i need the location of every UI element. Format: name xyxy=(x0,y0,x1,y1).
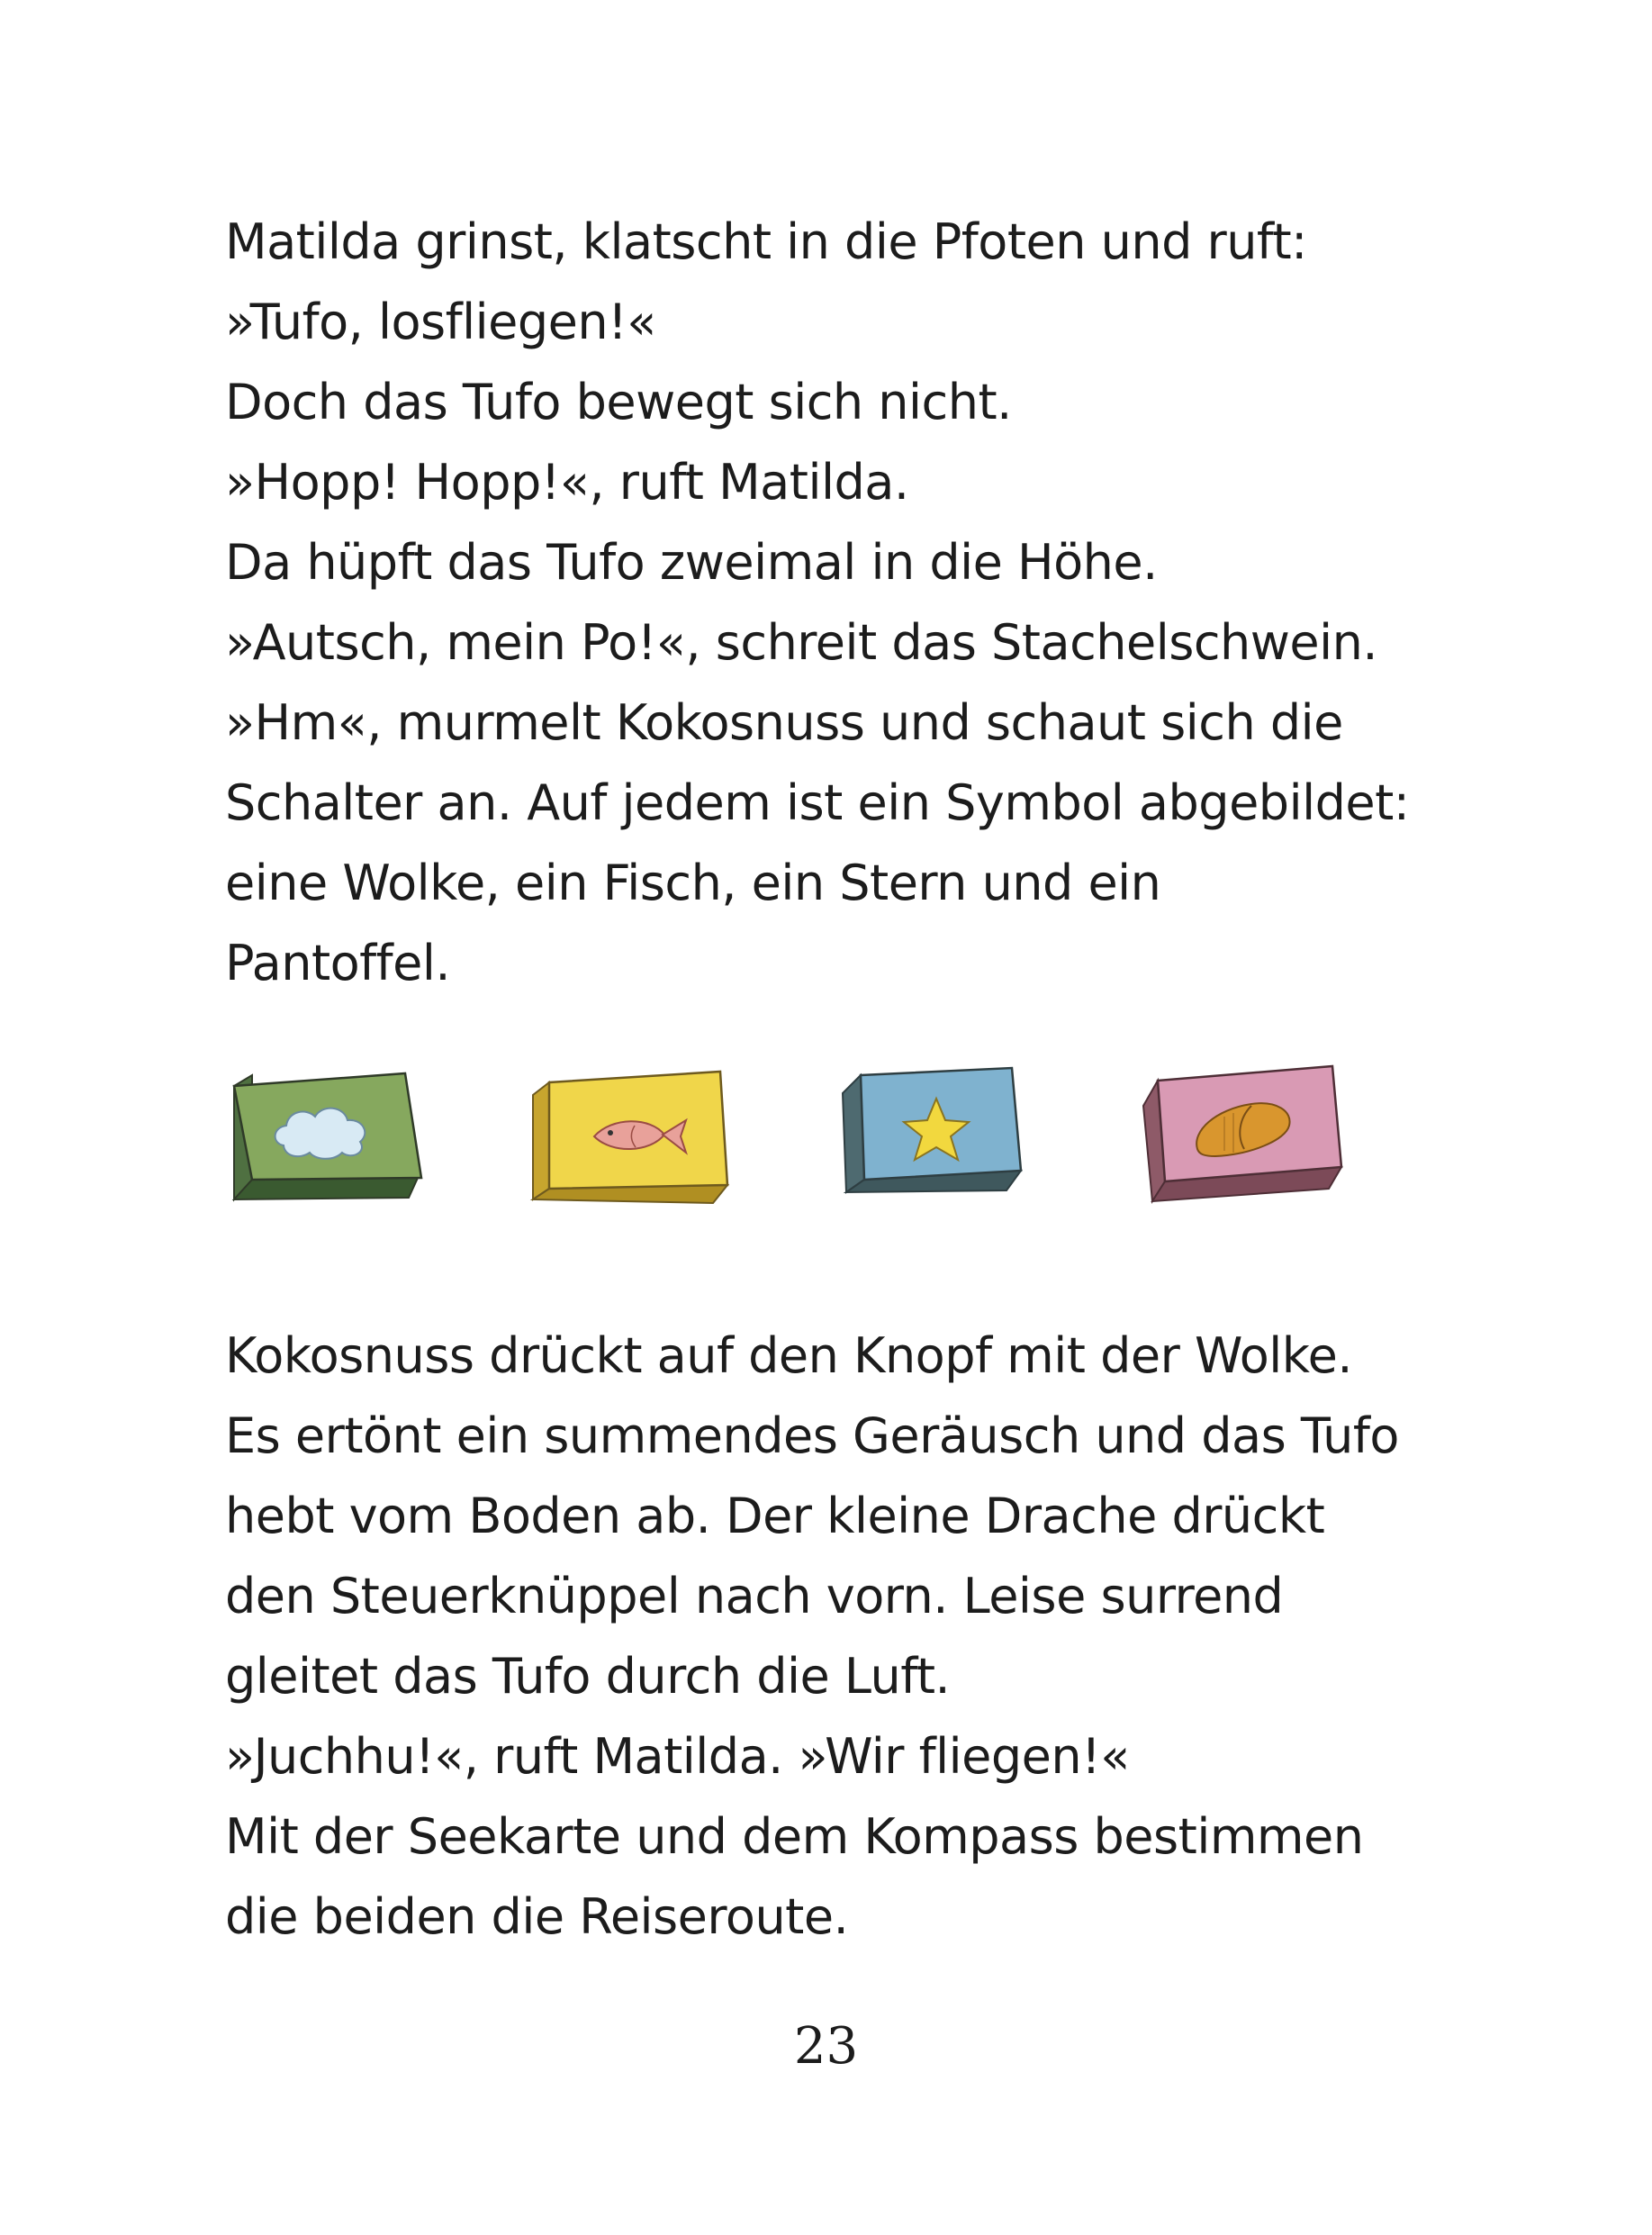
text-line: Schalter an. Auf jedem ist ein Symbol abgebildet: xyxy=(225,774,1410,831)
star-switch xyxy=(843,1068,1021,1192)
slipper-switch xyxy=(1143,1066,1341,1201)
paragraph-1 xyxy=(225,202,1467,1003)
text-line: gleitet das Tufo durch die Luft. xyxy=(225,1648,951,1705)
text-line: Pantoffel. xyxy=(225,935,451,991)
text-line: Kokosnuss drückt auf den Knopf mit der Wolke. xyxy=(225,1327,1352,1384)
paragraph-2 xyxy=(225,1316,1467,1957)
page-number: 23 xyxy=(793,2017,859,2076)
cloud-switch xyxy=(234,1073,421,1199)
text-line: Matilda grinst, klatscht in die Pfoten und ruft: xyxy=(225,213,1307,270)
text-line: den Steuerknüppel nach vorn. Leise surrend xyxy=(225,1568,1284,1624)
fish-switch xyxy=(533,1072,727,1203)
text-line: Es ertönt ein summendes Geräusch und das Tufo xyxy=(225,1407,1399,1464)
text-line: Da hüpft das Tufo zweimal in die Höhe. xyxy=(225,534,1158,591)
text-line: die beiden die Reiseroute. xyxy=(225,1888,849,1945)
switches-illustration xyxy=(216,1054,1386,1234)
text-line: »Hopp! Hopp!«, ruft Matilda. xyxy=(225,454,909,511)
text-line: Doch das Tufo bewegt sich nicht. xyxy=(225,374,1012,430)
text-line: Mit der Seekarte und dem Kompass bestimmen xyxy=(225,1808,1364,1865)
text-line: »Hm«, murmelt Kokosnuss und schaut sich die xyxy=(225,694,1343,751)
text-line: hebt vom Boden ab. Der kleine Drache drückt xyxy=(225,1488,1325,1544)
text-line: »Autsch, mein Po!«, schreit das Stachelschwein. xyxy=(225,614,1378,671)
text-line: »Juchhu!«, ruft Matilda. »Wir fliegen!« xyxy=(225,1728,1130,1785)
text-line: »Tufo, losfliegen!« xyxy=(225,294,656,350)
text-line: eine Wolke, ein Fisch, ein Stern und ein xyxy=(225,855,1161,911)
